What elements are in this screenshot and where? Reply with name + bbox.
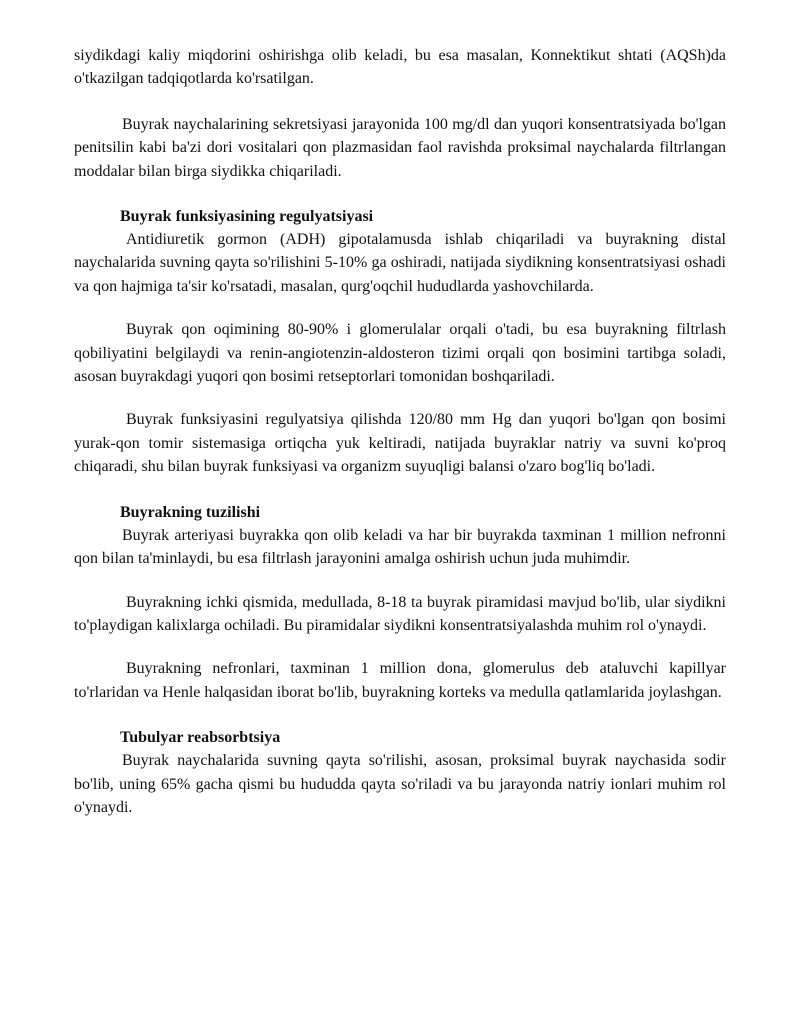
paragraph-nefronlar: Buyrakning nefronlari, taxminan 1 million dona, glomerulus deb ataluvchi kapillyar to'rlaridan va Henle halqasidan iborat bo'lib, buyrakning korteks va medulla qatlamlarida joylashgan. <box>74 660 726 701</box>
paragraph-kaliy: siydikdagi kaliy miqdorini oshirishga olib keladi, bu esa masalan, Konnektikut shtati (AQSh)da o'tkazilgan tadqiqotlarda ko'rsatilgan. <box>74 47 726 88</box>
paragraph-qon-bosimi: Buyrak funksiyasini regulyatsiya qilishda 120/80 mm Hg dan yuqori bo'lgan qon bosimi yurak-qon tomir sistemasiga ortiqcha yuk keltiradi, natijada buyraklar natriy va suvni ko'proq chiqaradi, shu bilan buyrak funksiyasi va organizm suyuqligi balansi o'zaro bog'liq bo'ladi. <box>74 411 726 476</box>
paragraph-reabsorbtsiya: Buyrak naychalarida suvning qayta so'rilishi, asosan, proksimal buyrak naychasida sodir bo'lib, uning 65% gacha qismi bu hududda qayta so'riladi va bu jarayonda natriy ionlari muhim rol o'ynaydi. <box>74 752 726 816</box>
paragraph-adh: Antidiuretik gormon (ADH) gipotalamusda ishlab chiqariladi va buyrakning distal naychalarida suvning qayta so'rilishini 5-10% ga oshiradi, natijada siydikning konsentratsiyasi oshadi va qon hajmiga ta'sir ko'rsatadi, masalan, qurg'oqchil hududlarda yashovchilarda. <box>74 231 726 295</box>
document-page <box>74 44 726 819</box>
paragraph-arteriya: Buyrak arteriyasi buyrakka qon olib keladi va har bir buyrakda taxminan 1 million nefronni qon bilan ta'minlaydi, bu esa filtrlash jarayonini amalga oshirish uchun juda muhimdir. <box>74 526 726 568</box>
paragraph-medulla: Buyrakning ichki qismida, medullada, 8-18 ta buyrak piramidasi mavjud bo'lib, ular siydikni to'playdigan kalixlarga ochiladi. Bu piramidalar siydikni konsentratsiyalashda muhim rol o'ynaydi. <box>74 593 726 634</box>
paragraph-sekretsiya: Buyrak naychalarining sekretsiyasi jarayonida 100 mg/dl dan yuqori konsentratsiyada bo'lgan penitsilin kabi ba'zi dori vositalari qon plazmasidan faol ravishda proksimal naychalarda filtrlangan moddalar bilan birga siydikka chiqariladi. <box>74 115 726 180</box>
paragraph-qon-oqimi: Buyrak qon oqimining 80-90% i glomerulalar orqali o'tadi, bu esa buyrakning filtrlash qobiliyatini belgilaydi va renin-angiotenzin-aldosteron tizimi orqali qon bosimini tartibga soladi, asosan buyrakdagi yuqori qon bosimi retseptorlari tomonidan boshqariladi. <box>74 321 726 386</box>
heading-reabsorbtsiya: Tubulyar reabsorbtsiya <box>120 729 281 747</box>
heading-regulyatsiya: Buyrak funksiyasining regulyatsiyasi <box>120 208 374 226</box>
heading-tuzilishi: Buyrakning tuzilishi <box>120 503 261 521</box>
